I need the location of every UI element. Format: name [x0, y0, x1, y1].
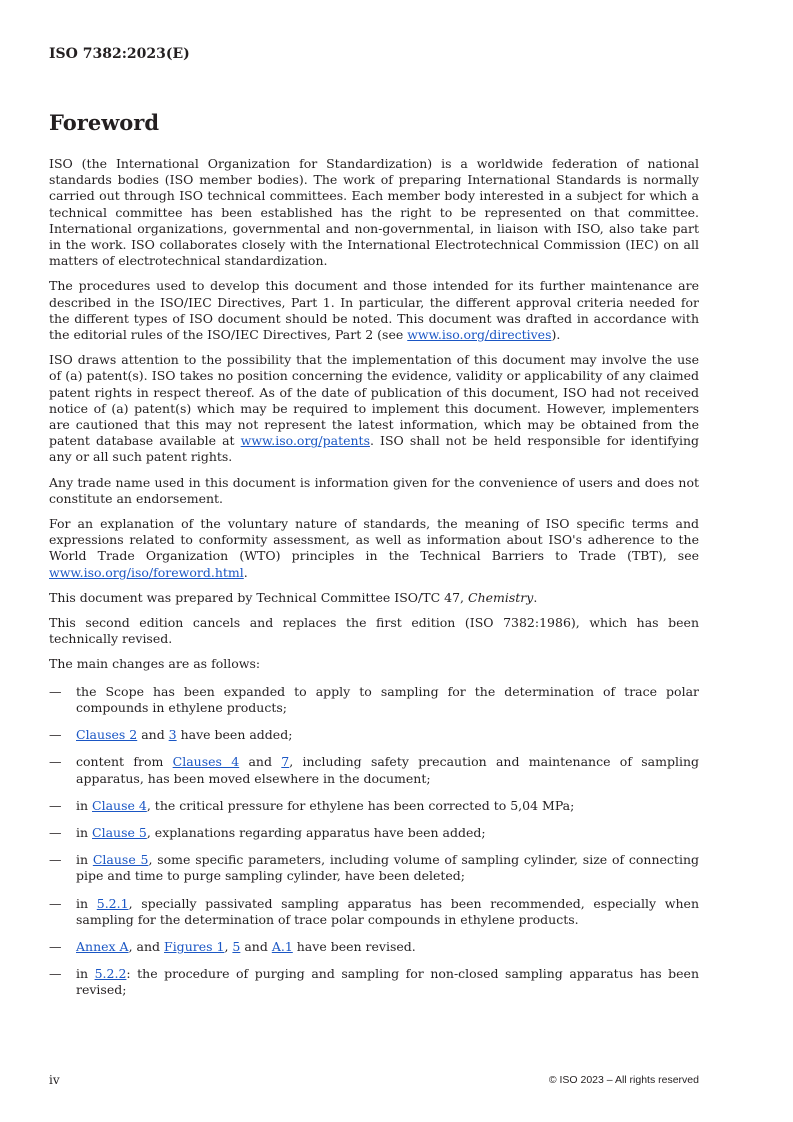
- paragraph-iso-intro: ISO (the International Organization for Standardization) is a worldwide federation of national standards bodies (ISO member bodies). The work of preparing International Standards is normally carried out through ISO technical committees. Each member body interested in a subject for which a technical committee has been established has the right to be represented on that committee. International organizations, governmental and non-governmental, in liaison with ISO, also take part in the work. ISO collaborates closely with the International Electrotechnical Commission (IEC) on all matters of electrotechnical standardization.: [49, 156, 699, 269]
- dash-bullet: —: [49, 754, 62, 770]
- list-item: — Clauses 2 and 3 have been added;: [49, 727, 293, 743]
- list-item: — in Clause 4, the critical pressure for ethylene has been corrected to 5,04 MPa;: [49, 797, 575, 813]
- foreword-body: [49, 156, 699, 1010]
- list-item: — in Clause 5, some specific parameters, including volume of sampling cylinder, size of connecting pipe and time to purge sampling cylinder, have been deleted;: [49, 852, 699, 884]
- dash-bullet: —: [49, 938, 62, 954]
- subclause-5-2-1-link[interactable]: 5.2.1: [96, 895, 129, 911]
- patents-link[interactable]: www.iso.org/patents: [240, 433, 370, 449]
- clause-5-link[interactable]: Clause 5: [92, 824, 147, 840]
- dash-bullet: —: [49, 852, 62, 868]
- document-id: ISO 7382:2023(E): [49, 46, 190, 62]
- directives-link[interactable]: www.iso.org/directives: [407, 327, 552, 343]
- clause-4-link[interactable]: Clauses 4: [172, 754, 240, 770]
- list-item: — in Clause 5, explanations regarding apparatus have been added;: [49, 824, 486, 840]
- list-item: — Annex A, and Figures 1, 5 and A.1 have been revised.: [49, 938, 416, 954]
- changes-list: [49, 684, 699, 999]
- paragraph-edition: This second edition cancels and replaces the first edition (ISO 7382:1986), which has been technically revised.: [49, 615, 699, 647]
- paragraph-procedures: The procedures used to develop this document and those intended for its further maintenance are described in the ISO/IEC Directives, Part 1. In particular, the different approval criteria needed for the different types of ISO document should be noted. This document was drafted in accordance with the editorial rules of the ISO/IEC Directives, Part 2 (see www.iso.org/directives).: [49, 278, 699, 343]
- committee-name: Chemistry: [468, 589, 534, 605]
- list-item: — content from Clauses 4 and 7, including safety precaution and maintenance of sampling apparatus, has been moved elsewhere in the document;: [49, 754, 700, 786]
- clause-2-link[interactable]: Clauses 2: [76, 727, 138, 743]
- list-item: — in 5.2.2: the procedure of purging and sampling for non-closed sampling apparatus has been revised;: [49, 966, 699, 998]
- clause-4-link[interactable]: Clause 4: [92, 797, 147, 813]
- dash-bullet: —: [49, 683, 62, 699]
- paragraph-main-changes: The main changes are as follows:: [49, 656, 261, 672]
- subclause-5-2-2-link[interactable]: 5.2.2: [94, 966, 127, 982]
- figure-1-link[interactable]: Figures 1: [164, 938, 225, 954]
- page-title: Foreword: [49, 110, 160, 135]
- dash-bullet: —: [49, 797, 62, 813]
- figure-a1-link[interactable]: A.1: [271, 938, 293, 954]
- annex-a-link[interactable]: Annex A: [76, 938, 129, 954]
- list-item: — the Scope has been expanded to apply to sampling for the determination of trace polar compounds in ethylene products;: [49, 683, 699, 715]
- clause-3-link[interactable]: 3: [168, 727, 177, 743]
- paragraph-patents: ISO draws attention to the possibility that the implementation of this document may involve the use of (a) patent(s). ISO takes no position concerning the evidence, validity or applicability of any claimed patent rights in respect thereof. As of the date of publication of this document, ISO had not received notice of (a) patent(s) which may be required to implement this document. However, implementers are cautioned that this may not represent the latest information, which may be obtained from the patent database available at www.iso.org/patents. ISO shall not be held responsible for identifying any or all such patent rights.: [49, 352, 699, 465]
- paragraph-voluntary-nature: For an explanation of the voluntary nature of standards, the meaning of ISO specific terms and expressions related to conformity assessment, as well as information about ISO's adherence to the World Trade Organization (WTO) principles in the Technical Barriers to Trade (TBT), see www.iso.org/iso/foreword.html.: [49, 516, 699, 580]
- copyright-notice: © ISO 2023 – All rights reserved: [548, 1074, 699, 1086]
- figure-5-link[interactable]: 5: [232, 938, 241, 954]
- dash-bullet: —: [49, 895, 62, 911]
- dash-bullet: —: [49, 966, 62, 982]
- dash-bullet: —: [49, 824, 62, 840]
- page-number: iv: [49, 1073, 60, 1087]
- list-item: — in 5.2.1, specially passivated sampling apparatus has been recommended, especially when sampling for the determination of trace polar compounds in ethylene products.: [49, 895, 699, 927]
- foreword-link[interactable]: www.iso.org/iso/foreword.html: [49, 564, 244, 580]
- paragraph-trade-name: Any trade name used in this document is information given for the convenience of users and does not constitute an endorsement.: [49, 474, 699, 506]
- paragraph-committee: This document was prepared by Technical Committee ISO/TC 47, Chemistry.: [49, 589, 538, 605]
- dash-bullet: —: [49, 727, 62, 743]
- clause-7-link[interactable]: 7: [281, 754, 290, 770]
- clause-5-link[interactable]: Clause 5: [92, 852, 149, 868]
